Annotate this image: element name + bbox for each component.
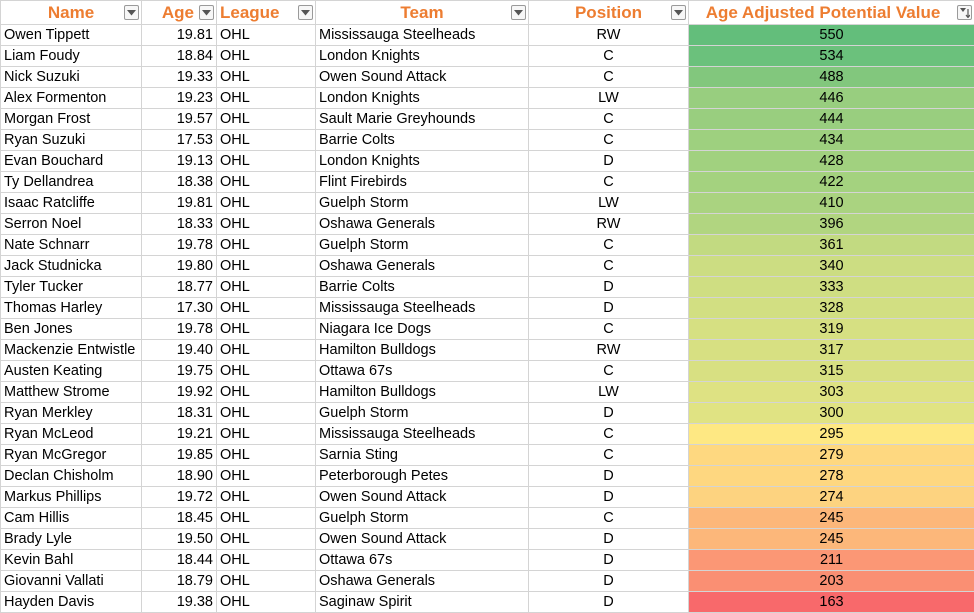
cell-team[interactable]: Hamilton Bulldogs — [316, 382, 529, 403]
cell-age[interactable]: 19.81 — [142, 25, 217, 46]
cell-position[interactable]: RW — [529, 25, 689, 46]
cell-name[interactable]: Markus Phillips — [1, 487, 142, 508]
chevron-down-icon — [202, 10, 211, 16]
cell-age[interactable]: 19.50 — [142, 529, 217, 550]
table-row — [1, 277, 974, 298]
header-label: Name — [48, 3, 94, 23]
cell-league[interactable]: OHL — [217, 256, 316, 277]
header-value — [689, 1, 974, 25]
cell-team[interactable]: Mississauga Steelheads — [316, 25, 529, 46]
cell-league[interactable]: OHL — [217, 571, 316, 592]
cell-age[interactable]: 19.81 — [142, 193, 217, 214]
cell-position[interactable]: D — [529, 529, 689, 550]
cell-team[interactable]: Hamilton Bulldogs — [316, 340, 529, 361]
table-body — [1, 25, 974, 613]
cell-value[interactable]: 488 — [689, 67, 974, 88]
cell-league[interactable]: OHL — [217, 361, 316, 382]
cell-name[interactable]: Nate Schnarr — [1, 235, 142, 256]
cell-position[interactable]: LW — [529, 88, 689, 109]
cell-value[interactable]: 245 — [689, 529, 974, 550]
cell-value[interactable]: 319 — [689, 319, 974, 340]
cell-age[interactable]: 18.90 — [142, 466, 217, 487]
cell-league[interactable]: OHL — [217, 382, 316, 403]
cell-value[interactable]: 333 — [689, 277, 974, 298]
table-row — [1, 151, 974, 172]
cell-league[interactable]: OHL — [217, 319, 316, 340]
cell-team[interactable]: Ottawa 67s — [316, 361, 529, 382]
header-label: Age — [162, 3, 194, 23]
cell-league[interactable]: OHL — [217, 25, 316, 46]
cell-league[interactable]: OHL — [217, 193, 316, 214]
cell-value[interactable]: 279 — [689, 445, 974, 466]
chevron-down-icon — [674, 10, 683, 16]
table-row — [1, 529, 974, 550]
cell-team[interactable]: Flint Firebirds — [316, 172, 529, 193]
cell-team[interactable]: Barrie Colts — [316, 130, 529, 151]
cell-name[interactable]: Jack Studnicka — [1, 256, 142, 277]
cell-value[interactable]: 315 — [689, 361, 974, 382]
cell-position[interactable]: D — [529, 487, 689, 508]
table-row — [1, 193, 974, 214]
cell-league[interactable]: OHL — [217, 298, 316, 319]
cell-league[interactable]: OHL — [217, 67, 316, 88]
header-row — [1, 1, 974, 25]
cell-position[interactable]: C — [529, 109, 689, 130]
cell-position[interactable]: D — [529, 151, 689, 172]
table-row — [1, 403, 974, 424]
cell-team[interactable]: Mississauga Steelheads — [316, 424, 529, 445]
table-row — [1, 487, 974, 508]
cell-team[interactable]: Ottawa 67s — [316, 550, 529, 571]
table-row — [1, 592, 974, 613]
cell-team[interactable]: Guelph Storm — [316, 403, 529, 424]
cell-age[interactable]: 19.78 — [142, 319, 217, 340]
cell-team[interactable]: Mississauga Steelheads — [316, 298, 529, 319]
header-label: League — [220, 3, 280, 23]
cell-name[interactable]: Ben Jones — [1, 319, 142, 340]
sort-descending-icon — [959, 7, 970, 18]
cell-value[interactable]: 211 — [689, 550, 974, 571]
cell-value[interactable]: 534 — [689, 46, 974, 67]
cell-league[interactable]: OHL — [217, 529, 316, 550]
cell-value[interactable]: 163 — [689, 592, 974, 613]
cell-age[interactable]: 18.38 — [142, 172, 217, 193]
cell-team[interactable]: Peterborough Petes — [316, 466, 529, 487]
cell-league[interactable]: OHL — [217, 88, 316, 109]
header-team — [316, 1, 529, 25]
cell-age[interactable]: 19.21 — [142, 424, 217, 445]
cell-position[interactable]: D — [529, 592, 689, 613]
chevron-down-icon — [514, 10, 523, 16]
cell-team[interactable]: London Knights — [316, 88, 529, 109]
table-row — [1, 109, 974, 130]
cell-age[interactable]: 17.53 — [142, 130, 217, 151]
filter-dropdown-button[interactable] — [511, 5, 526, 20]
cell-name[interactable]: Isaac Ratcliffe — [1, 193, 142, 214]
cell-age[interactable]: 18.77 — [142, 277, 217, 298]
table-row — [1, 361, 974, 382]
cell-value[interactable]: 340 — [689, 256, 974, 277]
cell-position[interactable]: LW — [529, 193, 689, 214]
table-row — [1, 508, 974, 529]
cell-name[interactable]: Matthew Strome — [1, 382, 142, 403]
chevron-down-icon — [127, 10, 136, 16]
cell-team[interactable]: Guelph Storm — [316, 508, 529, 529]
cell-position[interactable]: C — [529, 424, 689, 445]
cell-name[interactable]: Cam Hillis — [1, 508, 142, 529]
cell-team[interactable]: Owen Sound Attack — [316, 67, 529, 88]
cell-name[interactable]: Ryan Merkley — [1, 403, 142, 424]
cell-name[interactable]: Mackenzie Entwistle — [1, 340, 142, 361]
header-label: Age Adjusted Potential Value — [706, 3, 941, 23]
cell-league[interactable]: OHL — [217, 235, 316, 256]
cell-name[interactable]: Ryan McGregor — [1, 445, 142, 466]
cell-name[interactable]: Declan Chisholm — [1, 466, 142, 487]
cell-age[interactable]: 19.78 — [142, 235, 217, 256]
cell-value[interactable]: 303 — [689, 382, 974, 403]
cell-age[interactable]: 18.33 — [142, 214, 217, 235]
table-row — [1, 571, 974, 592]
cell-name[interactable]: Austen Keating — [1, 361, 142, 382]
cell-league[interactable]: OHL — [217, 592, 316, 613]
header-label: Position — [575, 3, 642, 23]
cell-team[interactable]: Sarnia Sting — [316, 445, 529, 466]
cell-age[interactable]: 19.40 — [142, 340, 217, 361]
cell-position[interactable]: C — [529, 172, 689, 193]
filter-dropdown-button[interactable] — [298, 5, 313, 20]
cell-position[interactable]: C — [529, 445, 689, 466]
cell-value[interactable]: 410 — [689, 193, 974, 214]
cell-team[interactable]: Barrie Colts — [316, 277, 529, 298]
cell-name[interactable]: Evan Bouchard — [1, 151, 142, 172]
table-row — [1, 340, 974, 361]
cell-league[interactable]: OHL — [217, 403, 316, 424]
cell-value[interactable]: 550 — [689, 25, 974, 46]
cell-value[interactable]: 428 — [689, 151, 974, 172]
header-label: Team — [400, 3, 443, 23]
cell-position[interactable]: C — [529, 256, 689, 277]
cell-position[interactable]: D — [529, 550, 689, 571]
cell-age[interactable]: 18.44 — [142, 550, 217, 571]
cell-value[interactable]: 245 — [689, 508, 974, 529]
table-row — [1, 382, 974, 403]
cell-age[interactable]: 19.75 — [142, 361, 217, 382]
cell-position[interactable]: C — [529, 361, 689, 382]
header-name — [1, 1, 142, 25]
cell-league[interactable]: OHL — [217, 130, 316, 151]
cell-age[interactable]: 19.80 — [142, 256, 217, 277]
table-row — [1, 88, 974, 109]
cell-name[interactable]: Ty Dellandrea — [1, 172, 142, 193]
cell-team[interactable]: Oshawa Generals — [316, 256, 529, 277]
cell-name[interactable]: Kevin Bahl — [1, 550, 142, 571]
table-row — [1, 424, 974, 445]
cell-age[interactable]: 18.79 — [142, 571, 217, 592]
cell-league[interactable]: OHL — [217, 151, 316, 172]
table-row — [1, 235, 974, 256]
cell-value[interactable]: 300 — [689, 403, 974, 424]
cell-age[interactable]: 19.33 — [142, 67, 217, 88]
cell-position[interactable]: C — [529, 235, 689, 256]
cell-name[interactable]: Brady Lyle — [1, 529, 142, 550]
cell-league[interactable]: OHL — [217, 550, 316, 571]
cell-value[interactable]: 274 — [689, 487, 974, 508]
cell-name[interactable]: Alex Formenton — [1, 88, 142, 109]
cell-league[interactable]: OHL — [217, 277, 316, 298]
cell-league[interactable]: OHL — [217, 109, 316, 130]
cell-value[interactable]: 328 — [689, 298, 974, 319]
filter-dropdown-button[interactable] — [124, 5, 139, 20]
table-row — [1, 130, 974, 151]
cell-position[interactable]: D — [529, 277, 689, 298]
cell-league[interactable]: OHL — [217, 424, 316, 445]
cell-position[interactable]: C — [529, 46, 689, 67]
cell-name[interactable]: Morgan Frost — [1, 109, 142, 130]
cell-age[interactable]: 19.38 — [142, 592, 217, 613]
cell-league[interactable]: OHL — [217, 214, 316, 235]
cell-team[interactable]: Saginaw Spirit — [316, 592, 529, 613]
header-age — [142, 1, 217, 25]
cell-position[interactable]: LW — [529, 382, 689, 403]
cell-age[interactable]: 18.84 — [142, 46, 217, 67]
cell-value[interactable]: 446 — [689, 88, 974, 109]
cell-position[interactable]: D — [529, 403, 689, 424]
cell-team[interactable]: London Knights — [316, 46, 529, 67]
cell-age[interactable]: 19.92 — [142, 382, 217, 403]
table-row — [1, 445, 974, 466]
table-row — [1, 319, 974, 340]
cell-age[interactable]: 17.30 — [142, 298, 217, 319]
cell-position[interactable]: RW — [529, 340, 689, 361]
cell-value[interactable]: 361 — [689, 235, 974, 256]
cell-team[interactable]: Sault Marie Greyhounds — [316, 109, 529, 130]
cell-league[interactable]: OHL — [217, 445, 316, 466]
cell-name[interactable]: Hayden Davis — [1, 592, 142, 613]
cell-name[interactable]: Ryan McLeod — [1, 424, 142, 445]
table-row — [1, 172, 974, 193]
header-position — [529, 1, 689, 25]
cell-team[interactable]: London Knights — [316, 151, 529, 172]
cell-team[interactable]: Guelph Storm — [316, 193, 529, 214]
cell-age[interactable]: 18.31 — [142, 403, 217, 424]
cell-position[interactable]: D — [529, 466, 689, 487]
cell-name[interactable]: Tyler Tucker — [1, 277, 142, 298]
table-row — [1, 298, 974, 319]
table-row — [1, 466, 974, 487]
cell-team[interactable]: Niagara Ice Dogs — [316, 319, 529, 340]
cell-league[interactable]: OHL — [217, 172, 316, 193]
cell-value[interactable]: 295 — [689, 424, 974, 445]
cell-position[interactable]: C — [529, 130, 689, 151]
cell-value[interactable]: 444 — [689, 109, 974, 130]
cell-name[interactable]: Owen Tippett — [1, 25, 142, 46]
cell-name[interactable]: Nick Suzuki — [1, 67, 142, 88]
cell-league[interactable]: OHL — [217, 487, 316, 508]
cell-name[interactable]: Thomas Harley — [1, 298, 142, 319]
cell-league[interactable]: OHL — [217, 466, 316, 487]
cell-position[interactable]: C — [529, 319, 689, 340]
table-row — [1, 256, 974, 277]
cell-value[interactable]: 317 — [689, 340, 974, 361]
cell-league[interactable]: OHL — [217, 46, 316, 67]
header-league — [217, 1, 316, 25]
table-row — [1, 214, 974, 235]
chevron-down-icon — [301, 10, 310, 16]
cell-value[interactable]: 396 — [689, 214, 974, 235]
cell-position[interactable]: D — [529, 571, 689, 592]
cell-age[interactable]: 19.13 — [142, 151, 217, 172]
cell-value[interactable]: 203 — [689, 571, 974, 592]
cell-league[interactable]: OHL — [217, 508, 316, 529]
cell-name[interactable]: Ryan Suzuki — [1, 130, 142, 151]
cell-age[interactable]: 18.45 — [142, 508, 217, 529]
cell-value[interactable]: 434 — [689, 130, 974, 151]
cell-team[interactable]: Guelph Storm — [316, 235, 529, 256]
cell-team[interactable]: Oshawa Generals — [316, 571, 529, 592]
cell-age[interactable]: 19.23 — [142, 88, 217, 109]
cell-value[interactable]: 422 — [689, 172, 974, 193]
table-row — [1, 46, 974, 67]
table-row — [1, 25, 974, 46]
sort-descending-button[interactable] — [957, 5, 972, 20]
cell-name[interactable]: Giovanni Vallati — [1, 571, 142, 592]
cell-team[interactable]: Owen Sound Attack — [316, 529, 529, 550]
cell-position[interactable]: C — [529, 67, 689, 88]
cell-position[interactable]: C — [529, 508, 689, 529]
cell-position[interactable]: D — [529, 298, 689, 319]
table-row — [1, 550, 974, 571]
cell-value[interactable]: 278 — [689, 466, 974, 487]
cell-league[interactable]: OHL — [217, 340, 316, 361]
cell-name[interactable]: Liam Foudy — [1, 46, 142, 67]
cell-team[interactable]: Owen Sound Attack — [316, 487, 529, 508]
filter-dropdown-button[interactable] — [199, 5, 214, 20]
cell-age[interactable]: 19.85 — [142, 445, 217, 466]
filter-dropdown-button[interactable] — [671, 5, 686, 20]
cell-position[interactable]: RW — [529, 214, 689, 235]
cell-team[interactable]: Oshawa Generals — [316, 214, 529, 235]
cell-age[interactable]: 19.57 — [142, 109, 217, 130]
cell-age[interactable]: 19.72 — [142, 487, 217, 508]
cell-name[interactable]: Serron Noel — [1, 214, 142, 235]
table-row — [1, 67, 974, 88]
